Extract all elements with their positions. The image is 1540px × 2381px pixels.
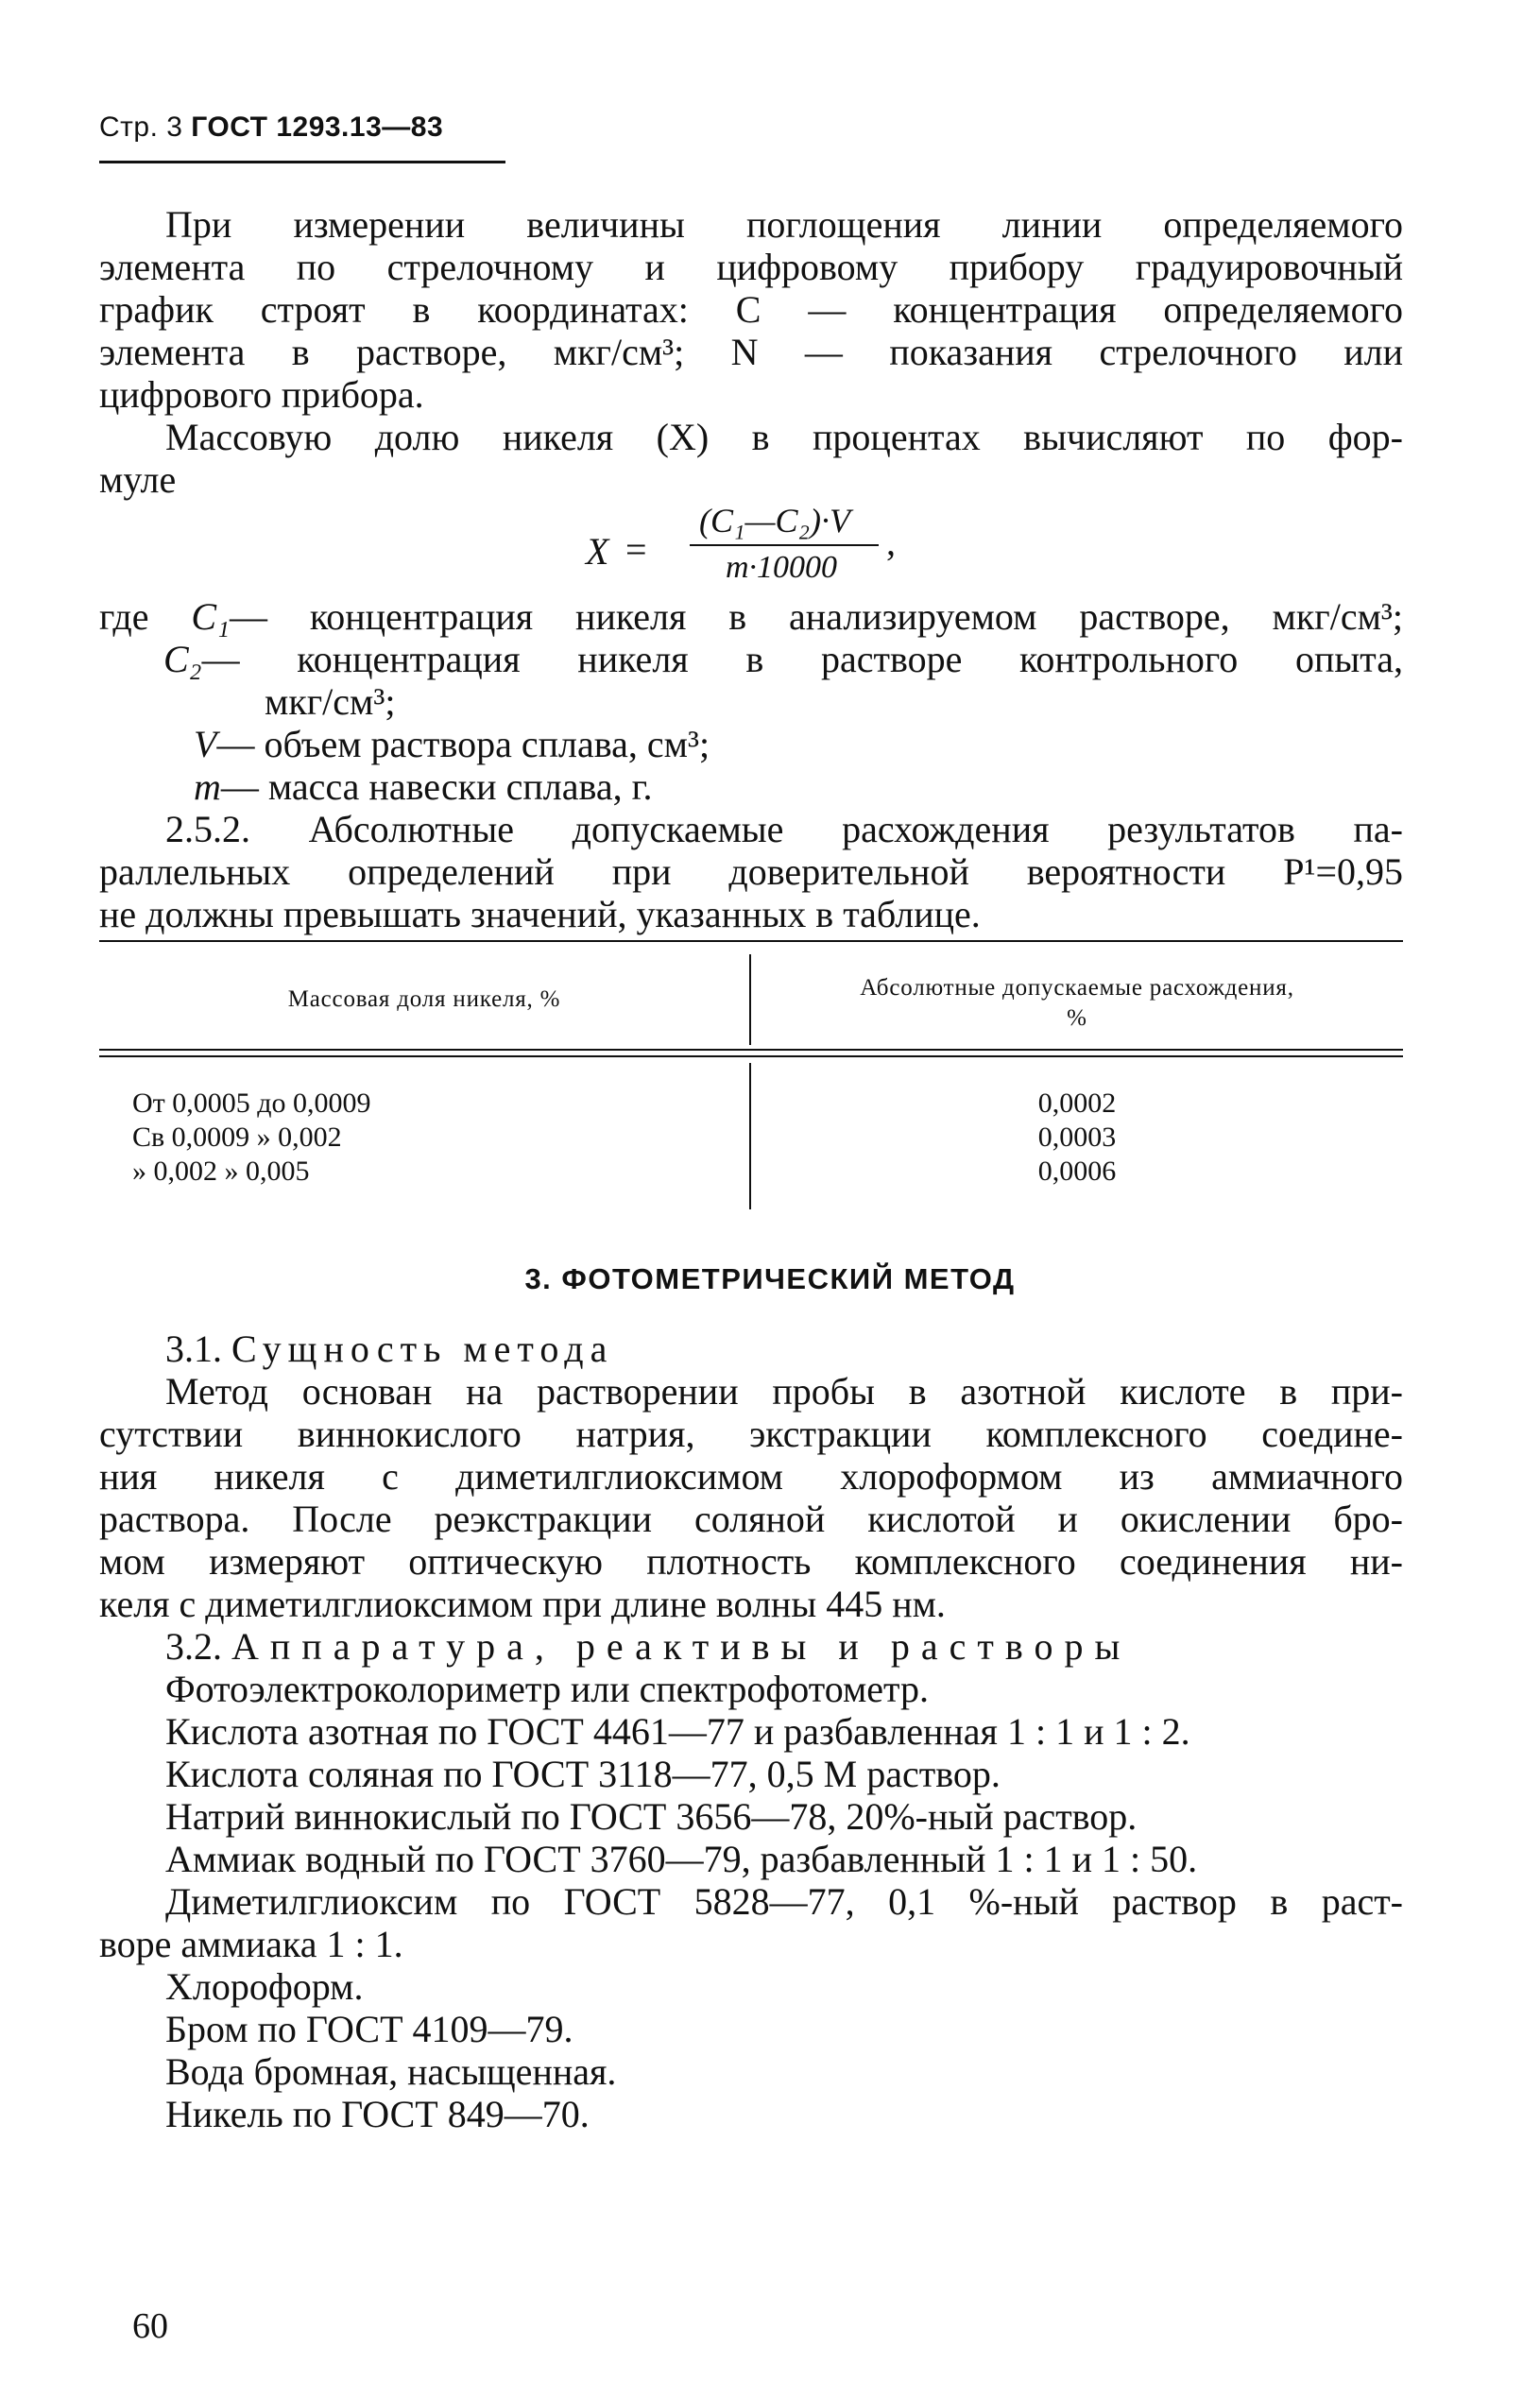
clause-2-5-2 (99, 808, 1403, 935)
text-line: ния никеля с диметилглиоксимом хлороформом из аммиачного (99, 1455, 1403, 1498)
table-header-rule (99, 1049, 1403, 1051)
text-line: раллельных определений при доверительной вероятности P¹=0,95 (99, 850, 1403, 893)
table-header-rule-double (99, 1055, 1403, 1057)
clause-heading (99, 1625, 1403, 1668)
formula-numerator: (C₁—C₂)·V (699, 502, 851, 540)
list-item: Диметилглиоксим по ГОСТ 5828—77, 0,1 %-ный раствор в раст- (165, 1880, 1403, 1923)
clause-number: 3.2. (165, 1625, 222, 1668)
clause-title: Аппаратура, реактивы и растворы (231, 1625, 1132, 1668)
definition-item (99, 680, 1403, 723)
text-line: Массовую долю никеля (X) в процентах вычисляют по фор- (165, 416, 1403, 458)
clause-3-1 (99, 1328, 1403, 1625)
table-cell-value: 0,0003 (1037, 1122, 1117, 1153)
clause-number: 3.1. (165, 1328, 222, 1370)
list-item: Вода бромная, насыщенная. (165, 2050, 617, 2093)
list-item: Никель по ГОСТ 849—70. (165, 2093, 590, 2135)
text-line: сутствии виннокислого натрия, экстракции комплексного соедине- (99, 1413, 1403, 1455)
nickel-formula (586, 501, 964, 605)
text-line: При измерении величины поглощения линии определяемого (165, 203, 1403, 246)
text-line: элемента в растворе, мкг/см³; N — показания стрелочного или (99, 331, 1403, 373)
definitions-list (99, 595, 1403, 808)
section-title: 3. ФОТОМЕТРИЧЕСКИЙ МЕТОД (524, 1262, 1016, 1295)
text-line: элемента по стрелочному и цифровому прибору градуировочный (99, 246, 1403, 288)
text-line: не должны превышать значений, указанных в таблице. (99, 893, 981, 935)
table-cell-range: Св 0,0009 » 0,002 (132, 1122, 342, 1153)
formula-lhs: X (586, 530, 609, 573)
table-header-deviation-line1: Абсолютные допускаемые расхождения, (860, 975, 1294, 1001)
text-line: Метод основан на растворении пробы в азотной кислоте в при- (165, 1370, 1403, 1413)
list-item: Натрий виннокислый по ГОСТ 3656—78, 20%-ный раствор. (165, 1795, 1138, 1838)
list-item-continuation: воре аммиака 1 : 1. (99, 1923, 403, 1965)
table-header-deviation-line2: % (1067, 1005, 1087, 1031)
definition-text: — масса навески сплава, г. (220, 765, 653, 808)
text-line: раствора. После реэкстракции соляной кислотой и окислении бро- (99, 1498, 1403, 1540)
intro-paragraph (99, 203, 1403, 416)
list-item: Бром по ГОСТ 4109—79. (165, 2008, 573, 2050)
definition-text: мкг/см³; (265, 680, 396, 723)
header-standard: ГОСТ 1293.13—83 (191, 111, 444, 143)
header-page-ref: Стр. 3 (99, 111, 183, 143)
table-top-rule (99, 940, 1403, 942)
text-line: график строят в координатах: C — концентрация определяемого (99, 288, 1403, 331)
list-item: Хлороформ. (165, 1965, 364, 2008)
table-cell-value: 0,0002 (1037, 1088, 1117, 1119)
formula-denominator: m·10000 (726, 550, 838, 585)
formula-comma: , (886, 521, 896, 563)
definition-item (99, 765, 1403, 808)
table-header-deviation (751, 973, 1403, 1034)
text-line: 2.5.2. Абсолютные допускаемые расхождения результатов па- (165, 808, 1403, 850)
text-line: муле (99, 458, 177, 501)
clause-heading (99, 1328, 1403, 1370)
list-item: Фотоэлектроколориметр или спектрофотометр. (165, 1668, 930, 1710)
definition-text: — концентрация никеля в растворе контрольного опыта, (201, 638, 1403, 680)
text-line: келя с диметилглиоксимом при длине волны 445 нм. (99, 1583, 946, 1625)
list-item: Кислота соляная по ГОСТ 3118—77, 0,5 М раствор. (165, 1753, 1001, 1795)
table-cell-value: 0,0006 (1037, 1156, 1117, 1187)
table-column-values (751, 1087, 1403, 1189)
formula-equals: = (625, 528, 647, 571)
definition-symbol: C₂ (163, 638, 202, 680)
table-header-mass-fraction: Массовая доля никеля, % (287, 986, 561, 1012)
list-item: Аммиак водный по ГОСТ 3760—79, разбавленный 1 : 1 и 1 : 50. (165, 1838, 1198, 1880)
table-column-ranges (132, 1087, 699, 1189)
definition-symbol: V (194, 723, 217, 765)
clause-3-2 (99, 1625, 1403, 2135)
text-line: мом измеряют оптическую плотность комплексного соединения ни- (99, 1540, 1403, 1583)
fraction-bar (690, 544, 879, 546)
mass-fraction-paragraph (99, 416, 1403, 501)
definition-text: — концентрация никеля в анализируемом растворе, мкг/см³; (230, 595, 1403, 638)
definition-item (99, 595, 1403, 638)
clause-title: Сущность метода (231, 1328, 614, 1370)
definition-item (99, 638, 1403, 680)
header-rule (99, 161, 505, 163)
table-cell-range: От 0,0005 до 0,0009 (132, 1088, 371, 1119)
table-cell-range: » 0,002 » 0,005 (132, 1156, 310, 1187)
definition-symbol: m (194, 765, 221, 808)
page-header (99, 111, 443, 144)
list-item: Кислота азотная по ГОСТ 4461—77 и разбавленная 1 : 1 и 1 : 2. (165, 1710, 1190, 1753)
definition-item (99, 723, 1403, 765)
text-line: цифрового прибора. (99, 373, 424, 416)
definition-symbol: C₁ (191, 595, 230, 638)
definition-prefix: где (99, 595, 149, 638)
page-number: 60 (132, 2306, 168, 2346)
definition-text: — объем раствора сплава, см³; (216, 723, 710, 765)
